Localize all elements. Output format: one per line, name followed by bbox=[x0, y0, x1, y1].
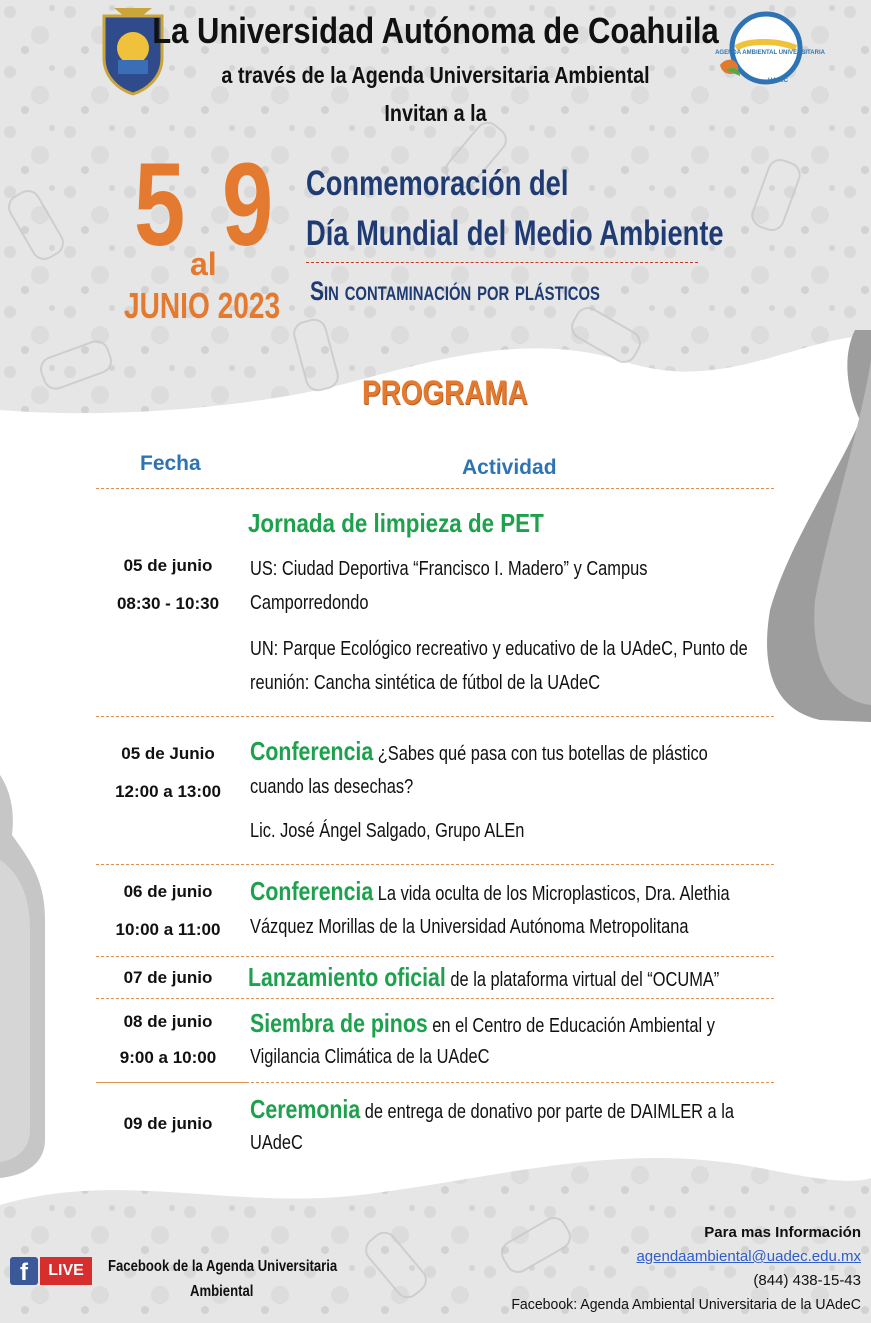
row1-title: Jornada de limpieza de PET bbox=[248, 508, 544, 538]
title-underline bbox=[306, 262, 698, 263]
row4-line1 bbox=[248, 960, 719, 997]
row6-line1 bbox=[250, 1092, 734, 1129]
row3-text1: La vida oculta de los Microplasticos, Dra. Alethia bbox=[373, 883, 730, 905]
row2-text1: ¿Sabes qué pasa con tus botellas de plástico bbox=[373, 743, 708, 765]
date-connector: al bbox=[190, 246, 217, 282]
header-university-name: La Universidad Autónoma de Coahuila bbox=[152, 10, 719, 51]
column-header-date: Fecha bbox=[140, 452, 201, 475]
row5-text1: en el Centro de Educación Ambiental y bbox=[427, 1015, 715, 1037]
row5-title: Siembra de pinos bbox=[250, 1008, 428, 1038]
event-tagline: Sin contaminación por plásticos bbox=[310, 276, 600, 306]
row3-time: 10:00 a 11:00 bbox=[115, 920, 221, 939]
divider bbox=[96, 716, 774, 717]
divider bbox=[96, 956, 774, 957]
logo-caption: AGENDA AMBIENTAL UNIVERSITARIA bbox=[715, 50, 825, 56]
start-day: 5 bbox=[134, 139, 186, 271]
info-title: Para mas Información bbox=[704, 1224, 861, 1241]
end-day: 9 bbox=[222, 139, 274, 271]
month-year: JUNIO 2023 bbox=[124, 285, 281, 326]
row2-title: Conferencia bbox=[250, 736, 374, 766]
facebook-label-line2: Ambiental bbox=[190, 1283, 254, 1300]
row3-title: Conferencia bbox=[250, 876, 374, 906]
row2-line1 bbox=[250, 734, 708, 771]
facebook-label-line1: Facebook de la Agenda Universitaria bbox=[108, 1258, 338, 1275]
info-email-link[interactable]: agendaambiental@uadec.edu.mx bbox=[636, 1248, 861, 1265]
row5-time: 9:00 a 10:00 bbox=[119, 1048, 217, 1067]
row6-text2: UAdeC bbox=[250, 1132, 303, 1154]
facebook-icon[interactable]: f bbox=[10, 1257, 38, 1285]
row5-date: 08 de junio bbox=[123, 1012, 213, 1031]
row1-text1: US: Ciudad Deportiva “Francisco I. Madero” y Campus bbox=[250, 558, 648, 580]
event-title-line2: Día Mundial del Medio Ambiente bbox=[306, 214, 724, 253]
row1-date: 05 de junio bbox=[123, 556, 213, 575]
info-facebook: Facebook: Agenda Ambiental Universitaria de la UAdeC bbox=[511, 1296, 861, 1313]
row2-time: 12:00 a 13:00 bbox=[115, 782, 221, 801]
divider bbox=[96, 998, 774, 999]
row3-line1 bbox=[250, 874, 730, 911]
row5-line1 bbox=[250, 1006, 715, 1043]
row2-text3: Lic. José Ángel Salgado, Grupo ALEn bbox=[250, 820, 525, 842]
divider bbox=[96, 864, 774, 865]
logo-abbr: UAdeC bbox=[767, 78, 789, 84]
row5-text2: Vigilancia Climática de la UAdeC bbox=[250, 1046, 490, 1068]
divider bbox=[96, 1082, 246, 1083]
row4-title: Lanzamiento oficial bbox=[248, 962, 446, 992]
row1-text2: Camporredondo bbox=[250, 592, 369, 614]
row1-text4: reunión: Cancha sintética de fútbol de la UAdeC bbox=[250, 672, 601, 694]
row4-date: 07 de junio bbox=[123, 968, 213, 987]
header-agenda-line: a través de la Agenda Universitaria Ambiental bbox=[221, 62, 650, 88]
row1-time: 08:30 - 10:30 bbox=[116, 594, 220, 613]
row6-text1: de entrega de donativo por parte de DAIMLER a la bbox=[360, 1101, 734, 1123]
row6-date: 09 de junio bbox=[123, 1114, 213, 1133]
divider bbox=[96, 488, 774, 489]
row2-text2: cuando las desechas? bbox=[250, 776, 414, 798]
live-badge[interactable]: LIVE bbox=[40, 1257, 92, 1285]
event-title-line1: Conmemoración del bbox=[306, 164, 569, 203]
info-phone: (844) 438-15-43 bbox=[753, 1272, 861, 1289]
row6-title: Ceremonia bbox=[250, 1094, 361, 1124]
header-invite-line: Invitan a la bbox=[384, 100, 487, 126]
program-heading: PROGRAMA bbox=[362, 374, 528, 412]
row3-text2: Vázquez Morillas de la Universidad Autónoma Metropolitana bbox=[250, 916, 689, 938]
column-header-activity: Actividad bbox=[462, 456, 557, 479]
row1-text3: UN: Parque Ecológico recreativo y educativo de la UAdeC, Punto de bbox=[250, 638, 748, 660]
row3-date: 06 de junio bbox=[123, 882, 213, 901]
row4-text1: de la plataforma virtual del “OCUMA” bbox=[445, 969, 720, 991]
divider bbox=[246, 1082, 774, 1083]
row2-date: 05 de Junio bbox=[121, 744, 215, 763]
